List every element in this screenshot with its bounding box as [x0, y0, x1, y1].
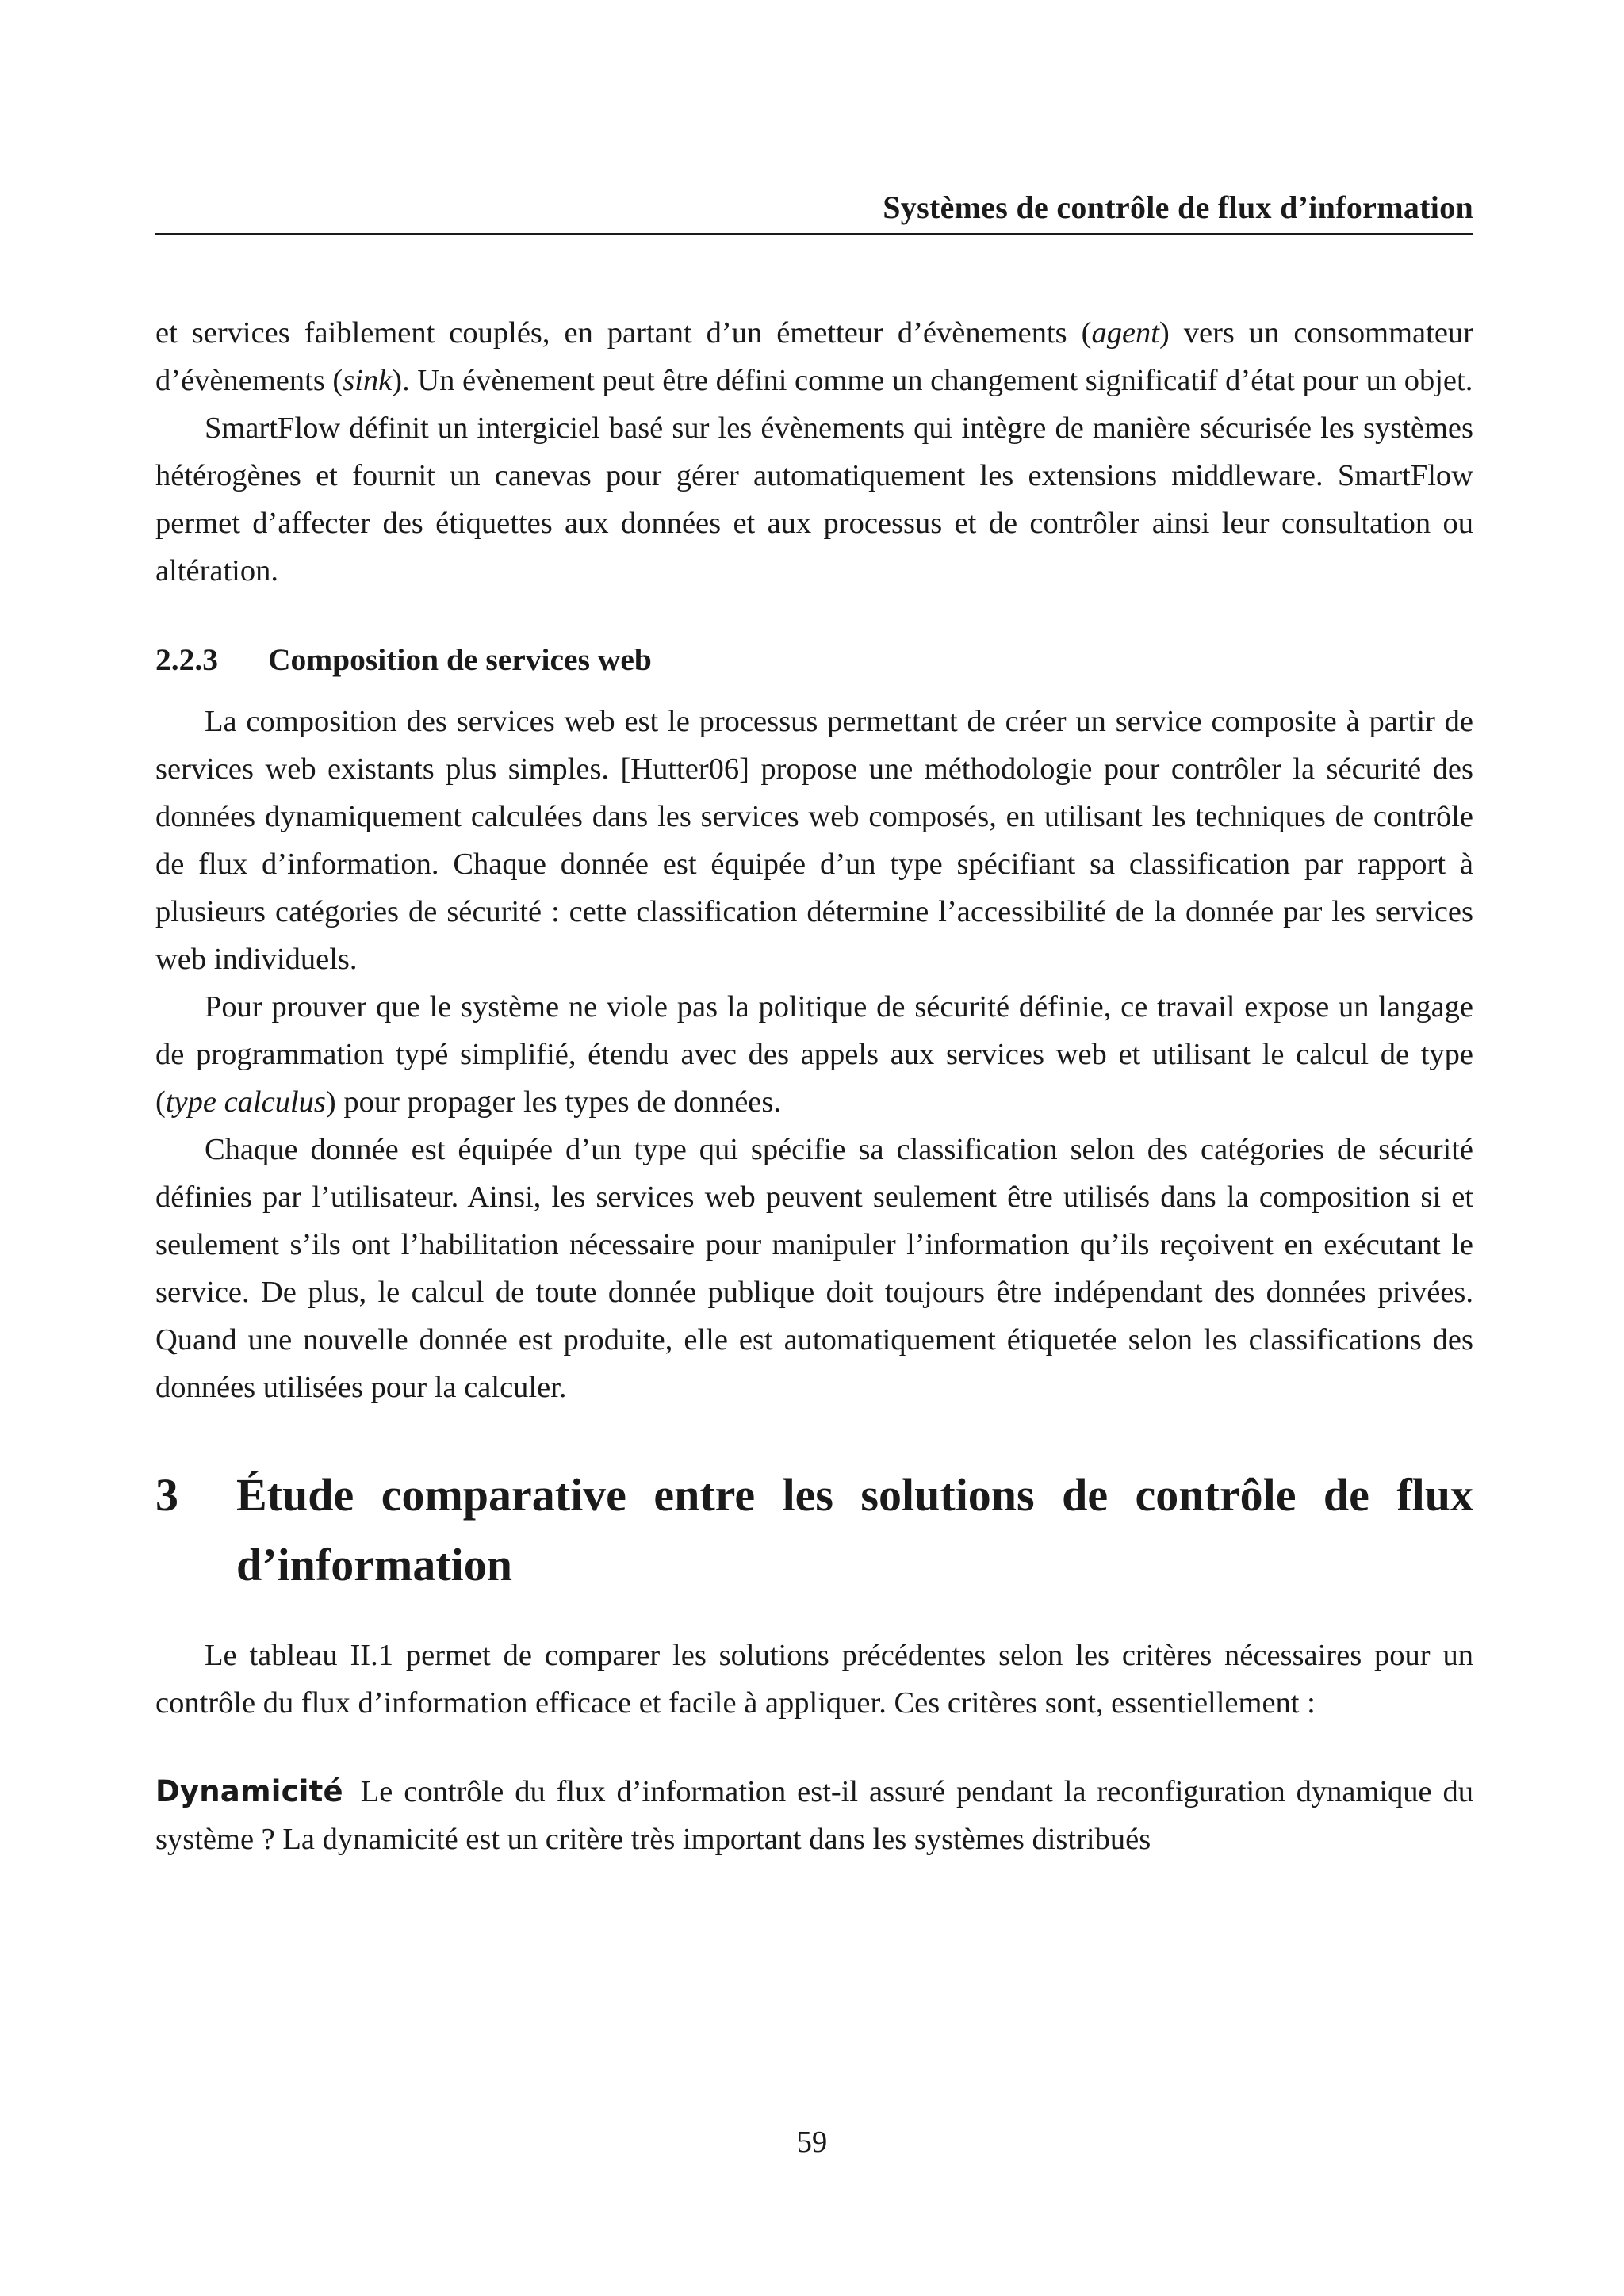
paragraph-smartflow: SmartFlow définit un intergiciel basé sur les évènements qui intègre de manière sécurisée les systèmes hétérogènes et fournit un canevas pour gérer automatiquement les extensions middleware. SmartFlow permet d’affecter des étiquettes aux données et aux processus et de contrôler ainsi leur consultation ou altération. [155, 411, 1473, 587]
paragraph-dynamicity [155, 1768, 1473, 1863]
page-number: 59 [796, 2126, 828, 2159]
section-title: Étude comparative entre les solutions de contrôle de flux d’information [236, 1469, 1473, 1590]
paragraph-text: et services faiblement couplés, en partant d’un émetteur d’évènements ( [155, 316, 1092, 350]
criterion-heading: Dynamicité [155, 1774, 343, 1808]
subsection-heading [155, 636, 1473, 683]
paragraph-text: ) vers un consommateur d’évènements ( [155, 316, 1474, 397]
running-header: Systèmes de contrôle de flux d’information [883, 189, 1473, 225]
paragraph-text: ) pour propager les types de données. [325, 1085, 782, 1119]
paragraph-type-calculus [155, 983, 1473, 1126]
section-number: 3 [155, 1469, 178, 1521]
term-type-calculus: type calculus [165, 1085, 326, 1119]
header-rule [155, 233, 1473, 235]
paragraph-text: ). Un évènement peut être défini comme un changement significatif d’état pour un objet. [392, 364, 1473, 397]
paragraph-table-intro: Le tableau II.1 permet de comparer les solutions précédentes selon les critères nécessaires pour un contrôle du flux d’information efficace et facile à appliquer. Ces critères sont, essentiellement : [155, 1639, 1473, 1720]
paragraph-text: Le contrôle du flux d’information est-il assuré pendant la reconfiguration dynamique du système ? La dynamicité est un critère très important dans les systèmes distribués [155, 1775, 1473, 1856]
term-agent: agent [1091, 316, 1159, 350]
subsection-title: Composition de services web [268, 642, 652, 677]
paragraph-text: Pour prouver que le système ne viole pas la politique de sécurité définie, ce travail expose un langage de programmation typé simplifié, étendu avec des appels aux services web et utilisant le calcul de type ( [155, 990, 1473, 1119]
paragraph-classification: Chaque donnée est équipée d’un type qui spécifie sa classification selon des catégories de sécurité définies par l’utilisateur. Ainsi, les services web peuvent seulement être utilisés dans la composition si et seulement s’ils ont l’habilitation nécessaire pour manipuler l’information qu’ils reçoivent en exécutant le service. De plus, le calcul de toute donnée publique doit toujours être indépendant des données privées. Quand une nouvelle donnée est produite, elle est automatiquement étiquetée selon les classifications des données utilisées pour la calculer. [155, 1133, 1473, 1404]
paragraph-web-services-composition: La composition des services web est le processus permettant de créer un service composite à partir de services web existants plus simples. [Hutter06] propose une méthodologie pour contrôler la sécurité des données dynamiquement calculées dans les services web composés, en utilisant les techniques de contrôle de flux d’information. Chaque donnée est équipée d’un type spécifiant sa classification par rapport à plusieurs catégories de sécurité : cette classification détermine l’accessibilité de la donnée par les services web individuels. [155, 705, 1473, 976]
page-body [155, 309, 1473, 1863]
paragraph-event-definition [155, 309, 1473, 404]
term-sink: sink [343, 364, 393, 397]
section-heading [155, 1460, 1473, 1600]
subsection-number: 2.2.3 [155, 642, 218, 677]
